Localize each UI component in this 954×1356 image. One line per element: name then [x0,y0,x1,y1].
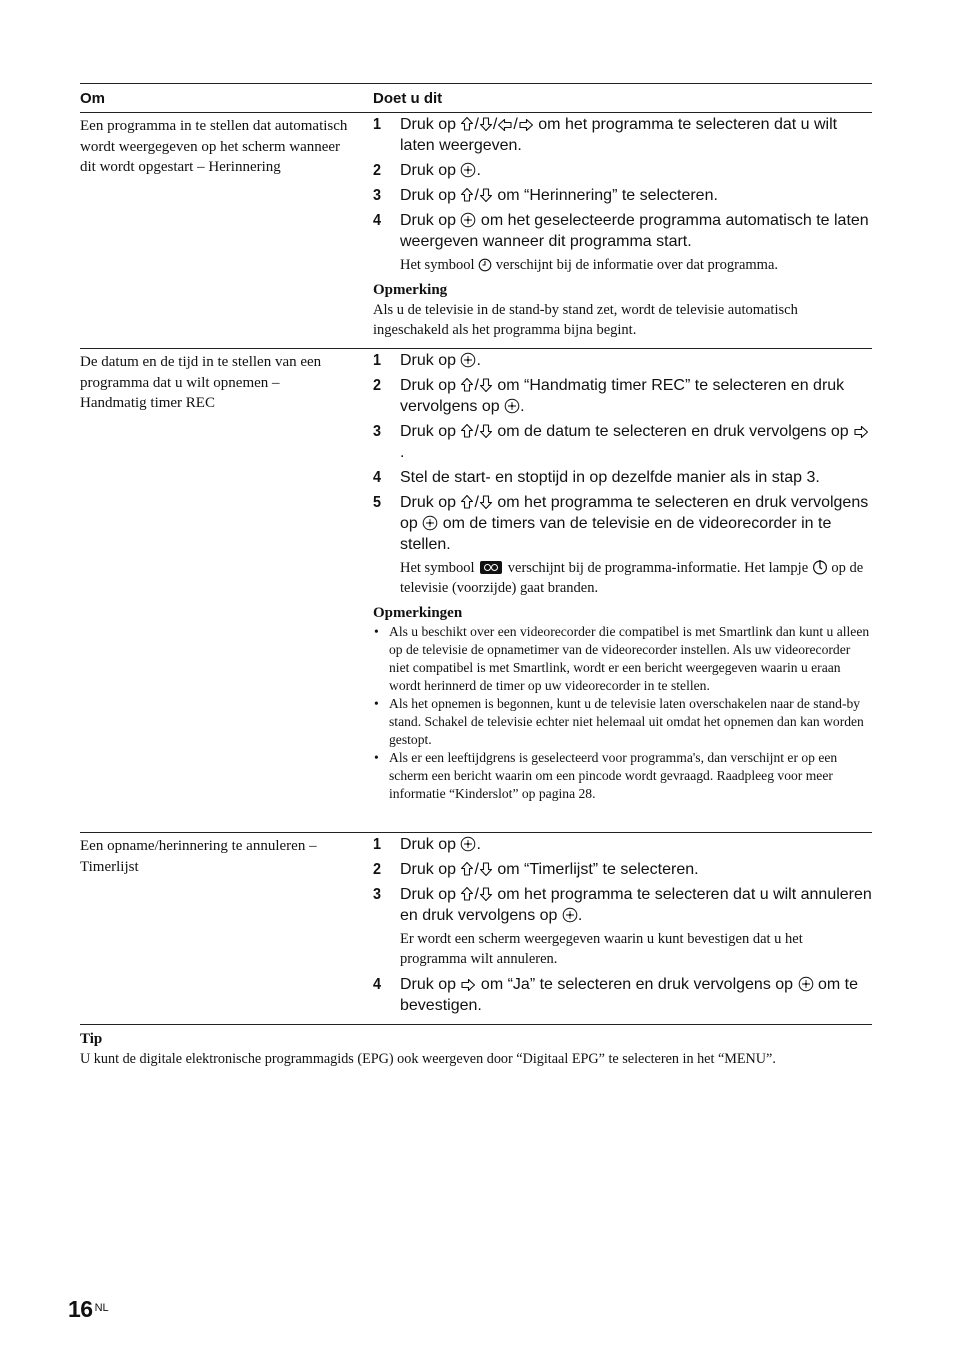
arrow-up-icon [460,861,474,877]
step: 2 Druk op . [373,162,481,179]
step: 5 Druk op / om het programma te selecteren en druk vervolgens op om de timers van de televisie en de videorecorder in te stellen. [373,494,869,553]
step-result: Er wordt een scherm weergegeven waarin u kunt bevestigen dat u het programma wilt annuleren. [400,931,803,967]
ok-button-icon [562,907,578,923]
ok-button-icon [460,212,476,228]
tip-text: U kunt de digitale elektronische programmagids (EPG) ook weergeven door “Digitaal EPG” te selecteren in het “MENU”. [80,1051,776,1067]
note-heading: Opmerking [373,282,448,298]
step: 4 Druk op om het geselecteerde programma automatisch te laten weergeven wanneer dit programma start. [373,212,869,250]
page-number [68,1296,109,1323]
step: 3 Druk op / om de datum te selecteren en druk vervolgens op . [373,421,872,463]
step: 1 Druk op / / / om het programma te selecteren dat u wilt laten weergeven. [373,116,838,154]
col-om-header: Om [80,89,106,107]
row-purpose: Een programma in te stellen dat automatisch wordt weergegeven op het scherm wanneer dit wordt opgestart – Herinnering [80,118,348,175]
arrow-down-icon [479,423,493,439]
step: 2 Druk op / om “Timerlijst” te selecteren. [373,861,699,878]
videotape-icon [480,561,502,574]
table-header [80,84,872,113]
page-language: NL [94,1302,109,1314]
note-text: Als u de televisie in de stand-by stand zet, wordt de televisie automatisch ingeschakeld als het programma bijna begint. [373,302,798,338]
arrow-right-icon [518,118,534,132]
table-row-timer-rec [80,349,872,833]
step: 3 Druk op / om het programma te selecteren dat u wilt annuleren en druk vervolgens op . [373,886,872,924]
step-result: Het symbool verschijnt bij de programma-informatie. Het lampje op de televisie (voorzijde) gaat branden. [400,560,864,596]
arrow-up-icon [460,116,474,132]
ok-button-icon [422,515,438,531]
tip-heading: Tip [80,1031,103,1047]
row-purpose: De datum en de tijd in te stellen van een programma dat u wilt opnemen – Handmatig timer REC [80,354,322,411]
arrow-down-icon [479,187,493,203]
arrow-down-icon [479,377,493,393]
arrow-down-icon [479,861,493,877]
arrow-right-icon [853,425,869,439]
ok-button-icon [504,398,520,414]
step: 2 Druk op / om “Handmatig timer REC” te selecteren en druk vervolgens op . [373,377,845,415]
table-row-timerlijst [80,833,872,1025]
arrow-up-icon [460,377,474,393]
arrow-up-icon [460,886,474,902]
col-doet-header: Doet u dit [373,89,443,107]
arrow-down-icon [479,494,493,510]
notes-heading: Opmerkingen [373,605,463,621]
ok-button-icon [460,352,476,368]
ok-button-icon [460,836,476,852]
arrow-up-icon [460,494,474,510]
step: 3 Druk op / om “Herinnering” te selecteren. [373,187,718,204]
arrow-right-icon [460,978,476,992]
list-item: • Als er een leeftijdgrens is geselecteerd voor programma's, dan verschijnt er op een scherm een bericht waarin om een pincode wordt gevraagd. Raadpleeg voor meer informatie “Kinderslot” op pagina 28. [373,749,872,803]
step: 4 Stel de start- en stoptijd in op dezelfde manier als in stap 3. [373,469,820,486]
timer-lamp-icon [812,559,828,575]
tip-section [80,1029,872,1069]
list-item: • Als het opnemen is begonnen, kunt u de televisie laten overschakelen naar de stand-by stand. Schakel de televisie echter niet helemaal uit omdat het opnemen dan kan worden gestopt. [373,695,872,749]
step: 1 Druk op . [373,836,481,853]
arrow-down-icon [479,116,493,132]
notes-list [373,623,872,803]
ok-button-icon [460,162,476,178]
arrow-down-icon [479,886,493,902]
table-row-herinnering [80,113,872,349]
step-result: Het symbool verschijnt bij de informatie over dat programma. [400,257,779,273]
step: 1 Druk op . [373,352,481,369]
list-item: • Als u beschikt over een videorecorder die compatibel is met Smartlink dan kunt u alleen op de televisie de opnametimer van de videorecorder instellen. Als uw videorecorder niet compatibel is met Smartlink, wordt er een bericht weergegeven waarin u eraan wordt herinnerd de timer op uw videorecorder in te stellen. [373,623,872,695]
instruction-table [80,83,872,1025]
arrow-up-icon [460,187,474,203]
arrow-up-icon [460,423,474,439]
step: 4 Druk op om “Ja” te selecteren en druk vervolgens op om te bevestigen. [373,976,858,1014]
ok-button-icon [798,976,814,992]
clock-icon [478,258,492,272]
arrow-left-icon [497,118,513,132]
row-purpose: Een opname/herinnering te annuleren – Timerlijst [80,838,317,875]
page-number-value: 16 [68,1296,93,1322]
